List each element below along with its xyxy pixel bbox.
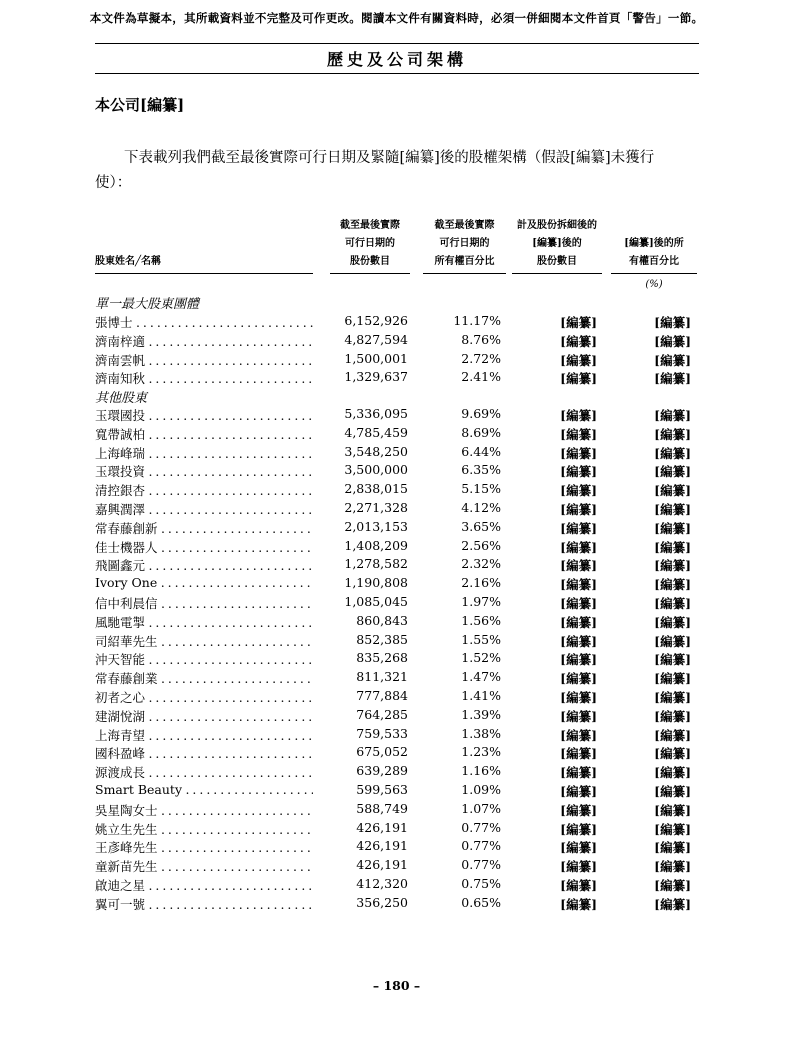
post-ownership-percentage: [編纂] xyxy=(654,859,691,875)
table-row xyxy=(95,481,699,500)
share-count: 1,500,001 xyxy=(344,350,408,366)
share-count: 599,563 xyxy=(356,782,408,797)
table-row xyxy=(95,425,699,444)
ownership-percentage: 1.39% xyxy=(461,706,501,722)
post-ownership-percentage: [編纂] xyxy=(654,445,691,461)
table-row xyxy=(95,857,699,876)
share-count: 3,500,000 xyxy=(344,462,408,478)
unit-label: (%) xyxy=(645,279,663,290)
ownership-percentage: 2.16% xyxy=(461,575,501,591)
post-ownership-percentage: [編纂] xyxy=(654,596,691,611)
ownership-percentage: 2.41% xyxy=(461,369,501,385)
post-split-shares: [編纂] xyxy=(560,859,597,875)
post-ownership-percentage: [編纂] xyxy=(654,802,691,818)
ownership-percentage: 0.77% xyxy=(461,819,501,835)
col-header-split-shares: 計及股份拆細後的 [編纂]後的 股份數目 xyxy=(512,217,602,274)
shareholder-name: 上海青望 . . . xyxy=(95,726,313,744)
post-ownership-percentage: [編纂] xyxy=(654,727,691,743)
table-row xyxy=(95,632,699,651)
post-split-shares: [編纂] xyxy=(560,426,597,442)
table-row xyxy=(95,556,699,575)
ownership-percentage: 1.38% xyxy=(461,725,501,741)
shareholder-name: 童新苗先生 . . . xyxy=(95,857,313,875)
post-ownership-percentage: [編纂] xyxy=(654,315,691,330)
table-row xyxy=(95,820,699,839)
post-ownership-percentage: [編纂] xyxy=(654,502,691,517)
shareholder-name: 風馳電掣 . . . xyxy=(95,613,313,631)
shareholder-name: 玉環投資 . . . xyxy=(95,462,313,480)
shareholder-name: 濟南雲帆 . . . xyxy=(95,351,313,369)
post-split-shares: [編纂] xyxy=(560,802,597,818)
shareholder-name: 源渡成長 . . . xyxy=(95,763,313,781)
post-ownership-percentage: [編纂] xyxy=(654,784,691,799)
shareholder-name: 常春藤創業 . . . xyxy=(95,669,313,687)
share-count: 777,884 xyxy=(356,688,408,703)
post-ownership-percentage: [編纂] xyxy=(654,520,691,536)
col-header-name: 股東姓名╱名稱 xyxy=(95,253,313,274)
post-split-shares: [編纂] xyxy=(560,464,597,480)
share-count: 675,052 xyxy=(356,744,408,760)
shareholder-name: 清控銀杏 . . . xyxy=(95,481,313,499)
shareholder-name: Ivory One . . . xyxy=(95,575,313,590)
post-split-shares: [編纂] xyxy=(560,840,597,856)
post-split-shares: [編纂] xyxy=(560,315,597,330)
share-count: 1,408,209 xyxy=(344,537,408,553)
share-count: 5,336,095 xyxy=(344,406,408,421)
table-row xyxy=(95,669,699,688)
table-row xyxy=(95,801,699,820)
shareholder-name: 啟迪之星 . . . xyxy=(95,876,313,894)
table-row xyxy=(95,444,699,463)
post-ownership-percentage: [編纂] xyxy=(654,539,691,555)
ownership-percentage: 2.72% xyxy=(461,350,501,366)
post-split-shares: [編纂] xyxy=(560,633,597,649)
table-row xyxy=(95,462,699,481)
post-ownership-percentage: [編纂] xyxy=(654,896,691,912)
share-count: 639,289 xyxy=(356,763,408,779)
share-count: 6,152,926 xyxy=(344,313,408,328)
post-split-shares: [編纂] xyxy=(560,727,597,743)
ownership-percentage: 1.55% xyxy=(461,631,501,647)
ownership-percentage: 0.75% xyxy=(461,876,501,891)
post-ownership-percentage: [編纂] xyxy=(654,333,691,349)
share-count: 1,278,582 xyxy=(344,556,408,572)
table-row xyxy=(95,332,699,351)
post-ownership-percentage: [編纂] xyxy=(654,614,691,630)
table-row xyxy=(95,876,699,895)
shareholder-name: 司紹華先生 . . . xyxy=(95,632,313,650)
post-split-shares: [編纂] xyxy=(560,520,597,536)
ownership-percentage: 9.69% xyxy=(461,406,501,421)
shareholder-name: 沖天智能 . . . xyxy=(95,650,313,668)
share-count: 1,329,637 xyxy=(344,369,408,385)
shareholder-name: 張博士 . . . xyxy=(95,313,313,331)
shareholder-name: 初者之心 . . . xyxy=(95,688,313,706)
post-ownership-percentage: [編纂] xyxy=(654,483,691,499)
table-row xyxy=(95,650,699,669)
shareholder-name: 王彥峰先生 . . . xyxy=(95,838,313,856)
post-ownership-percentage: [編纂] xyxy=(654,464,691,480)
table-row xyxy=(95,500,699,519)
shareholder-name: 上海峰瑞 . . . xyxy=(95,444,313,462)
ownership-percentage: 6.35% xyxy=(461,462,501,478)
table-row xyxy=(95,594,699,613)
group-label-largest-shareholders: 單一最大股東團體 xyxy=(95,297,200,312)
share-count: 2,271,328 xyxy=(344,500,408,515)
post-split-shares: [編纂] xyxy=(560,746,597,762)
ownership-percentage: 2.56% xyxy=(461,537,501,553)
post-split-shares: [編纂] xyxy=(560,408,597,423)
share-count: 412,320 xyxy=(356,876,408,891)
post-split-shares: [編纂] xyxy=(560,502,597,517)
share-count: 852,385 xyxy=(356,631,408,647)
ownership-percentage: 4.12% xyxy=(461,500,501,515)
post-ownership-percentage: [編纂] xyxy=(654,426,691,442)
table-row xyxy=(95,406,699,425)
table-row xyxy=(95,519,699,538)
share-count: 356,250 xyxy=(356,894,408,910)
sub-heading: 本公司[編纂] xyxy=(95,96,185,114)
post-split-shares: [編纂] xyxy=(560,708,597,724)
share-count: 2,013,153 xyxy=(344,518,408,534)
post-ownership-percentage: [編纂] xyxy=(654,690,691,705)
table-row xyxy=(95,351,699,370)
share-count: 588,749 xyxy=(356,800,408,816)
post-ownership-percentage: [編纂] xyxy=(654,671,691,687)
shareholder-name: 建湖悅湖 . . . xyxy=(95,707,313,725)
post-ownership-percentage: [編纂] xyxy=(654,408,691,423)
post-ownership-percentage: [編纂] xyxy=(654,765,691,781)
post-ownership-percentage: [編纂] xyxy=(654,352,691,368)
ownership-percentage: 1.97% xyxy=(461,594,501,609)
post-split-shares: [編纂] xyxy=(560,765,597,781)
header-rule-bottom xyxy=(95,73,699,74)
page-number: – 180 – xyxy=(372,978,421,993)
post-split-shares: [編纂] xyxy=(560,445,597,461)
ownership-percentage: 3.65% xyxy=(461,518,501,534)
ownership-percentage: 1.16% xyxy=(461,763,501,779)
shareholder-name: 玉環國投 . . . xyxy=(95,406,313,424)
share-count: 4,827,594 xyxy=(344,331,408,347)
share-count: 426,191 xyxy=(356,819,408,835)
share-count: 764,285 xyxy=(356,706,408,722)
shareholder-name: Smart Beauty . . . xyxy=(95,782,313,797)
share-count: 2,838,015 xyxy=(344,481,408,497)
col-header-post-pct: [編纂]後的所 有權百分比 xyxy=(611,235,697,274)
shareholder-name: 姚立生先生 . . . xyxy=(95,820,313,838)
post-ownership-percentage: [編纂] xyxy=(654,633,691,649)
table-row xyxy=(95,707,699,726)
post-split-shares: [編纂] xyxy=(560,784,597,799)
post-split-shares: [編纂] xyxy=(560,690,597,705)
table-row xyxy=(95,838,699,857)
ownership-percentage: 2.32% xyxy=(461,556,501,572)
post-split-shares: [編纂] xyxy=(560,878,597,893)
post-split-shares: [編纂] xyxy=(560,539,597,555)
col-header-shares: 截至最後實際 可行日期的 股份數目 xyxy=(330,217,410,274)
table-row xyxy=(95,763,699,782)
intro-line-2: 使）： xyxy=(95,175,132,191)
share-count: 426,191 xyxy=(356,838,408,854)
ownership-percentage: 1.52% xyxy=(461,650,501,666)
post-split-shares: [編纂] xyxy=(560,652,597,668)
post-split-shares: [編纂] xyxy=(560,671,597,687)
header-rule-top xyxy=(95,43,699,44)
ownership-percentage: 1.23% xyxy=(461,744,501,760)
post-ownership-percentage: [編纂] xyxy=(654,840,691,856)
post-split-shares: [編纂] xyxy=(560,614,597,630)
shareholder-name: 寬帶誠柏 . . . xyxy=(95,425,313,443)
shareholder-name: 國科盈峰 . . . xyxy=(95,744,313,762)
intro-line-1: 下表載列我們截至最後實際可行日期及緊隨[編纂]後的股權架構（假設[編纂]未獲行 xyxy=(124,150,655,166)
table-row xyxy=(95,726,699,745)
ownership-percentage: 5.15% xyxy=(461,481,501,497)
shareholder-name: 飛圖鑫元 . . . xyxy=(95,556,313,574)
post-split-shares: [編纂] xyxy=(560,558,597,574)
shareholder-name: 濟南梓適 . . . xyxy=(95,332,313,350)
table-row xyxy=(95,688,699,707)
share-count: 1,190,808 xyxy=(344,575,408,591)
share-count: 1,085,045 xyxy=(344,594,408,609)
ownership-percentage: 0.77% xyxy=(461,838,501,854)
table-row xyxy=(95,369,699,388)
shareholder-name: 常春藤創新 . . . xyxy=(95,519,313,537)
ownership-percentage: 0.65% xyxy=(461,894,501,910)
shareholder-name: 信中利晨信 . . . xyxy=(95,594,313,612)
post-ownership-percentage: [編纂] xyxy=(654,821,691,837)
post-split-shares: [編纂] xyxy=(560,371,597,387)
post-ownership-percentage: [編纂] xyxy=(654,708,691,724)
post-split-shares: [編纂] xyxy=(560,333,597,349)
ownership-percentage: 8.76% xyxy=(461,331,501,347)
post-split-shares: [編纂] xyxy=(560,821,597,837)
post-split-shares: [編纂] xyxy=(560,896,597,912)
share-count: 4,785,459 xyxy=(344,424,408,440)
shareholder-name: 翼可一號 . . . xyxy=(95,895,313,913)
table-row xyxy=(95,575,699,594)
post-ownership-percentage: [編纂] xyxy=(654,577,691,593)
table-row xyxy=(95,613,699,632)
post-ownership-percentage: [編纂] xyxy=(654,878,691,893)
post-split-shares: [編纂] xyxy=(560,596,597,611)
post-ownership-percentage: [編纂] xyxy=(654,652,691,668)
ownership-percentage: 6.44% xyxy=(461,443,501,459)
share-count: 835,268 xyxy=(356,650,408,666)
share-count: 811,321 xyxy=(356,669,408,685)
draft-warning: 本文件為草擬本，其所載資料並不完整及可作更改。閱讀本文件有關資料時，必須一併細閱本文件首頁「警告」一節。 xyxy=(89,11,704,25)
shareholder-name: 嘉興潤澤 . . . xyxy=(95,500,313,518)
share-count: 3,548,250 xyxy=(344,443,408,459)
shareholder-name: 佳士機器人 . . . xyxy=(95,538,313,556)
share-count: 759,533 xyxy=(356,725,408,741)
ownership-percentage: 1.56% xyxy=(461,612,501,628)
post-ownership-percentage: [編纂] xyxy=(654,371,691,387)
col-header-pct: 截至最後實際 可行日期的 所有權百分比 xyxy=(423,217,506,274)
ownership-percentage: 11.17% xyxy=(453,313,501,328)
table-row xyxy=(95,744,699,763)
ownership-percentage: 8.69% xyxy=(461,424,501,440)
shareholder-name: 濟南知秋 . . . xyxy=(95,369,313,387)
ownership-percentage: 1.41% xyxy=(461,688,501,703)
post-split-shares: [編纂] xyxy=(560,352,597,368)
ownership-percentage: 1.47% xyxy=(461,669,501,685)
ownership-percentage: 1.09% xyxy=(461,782,501,797)
group-label-other-shareholders: 其他股東 xyxy=(95,391,148,406)
section-title: 歷史及公司架構 xyxy=(326,50,467,69)
table-row xyxy=(95,538,699,557)
shareholder-name: 吳星陶女士 . . . xyxy=(95,801,313,819)
ownership-percentage: 1.07% xyxy=(461,800,501,816)
share-count: 426,191 xyxy=(356,857,408,873)
post-split-shares: [編纂] xyxy=(560,483,597,499)
intro-paragraph xyxy=(95,146,699,196)
table-row xyxy=(95,895,699,914)
table-row xyxy=(95,782,699,801)
ownership-percentage: 0.77% xyxy=(461,857,501,873)
table-row xyxy=(95,313,699,332)
post-ownership-percentage: [編纂] xyxy=(654,558,691,574)
share-count: 860,843 xyxy=(356,612,408,628)
post-ownership-percentage: [編纂] xyxy=(654,746,691,762)
post-split-shares: [編纂] xyxy=(560,577,597,593)
